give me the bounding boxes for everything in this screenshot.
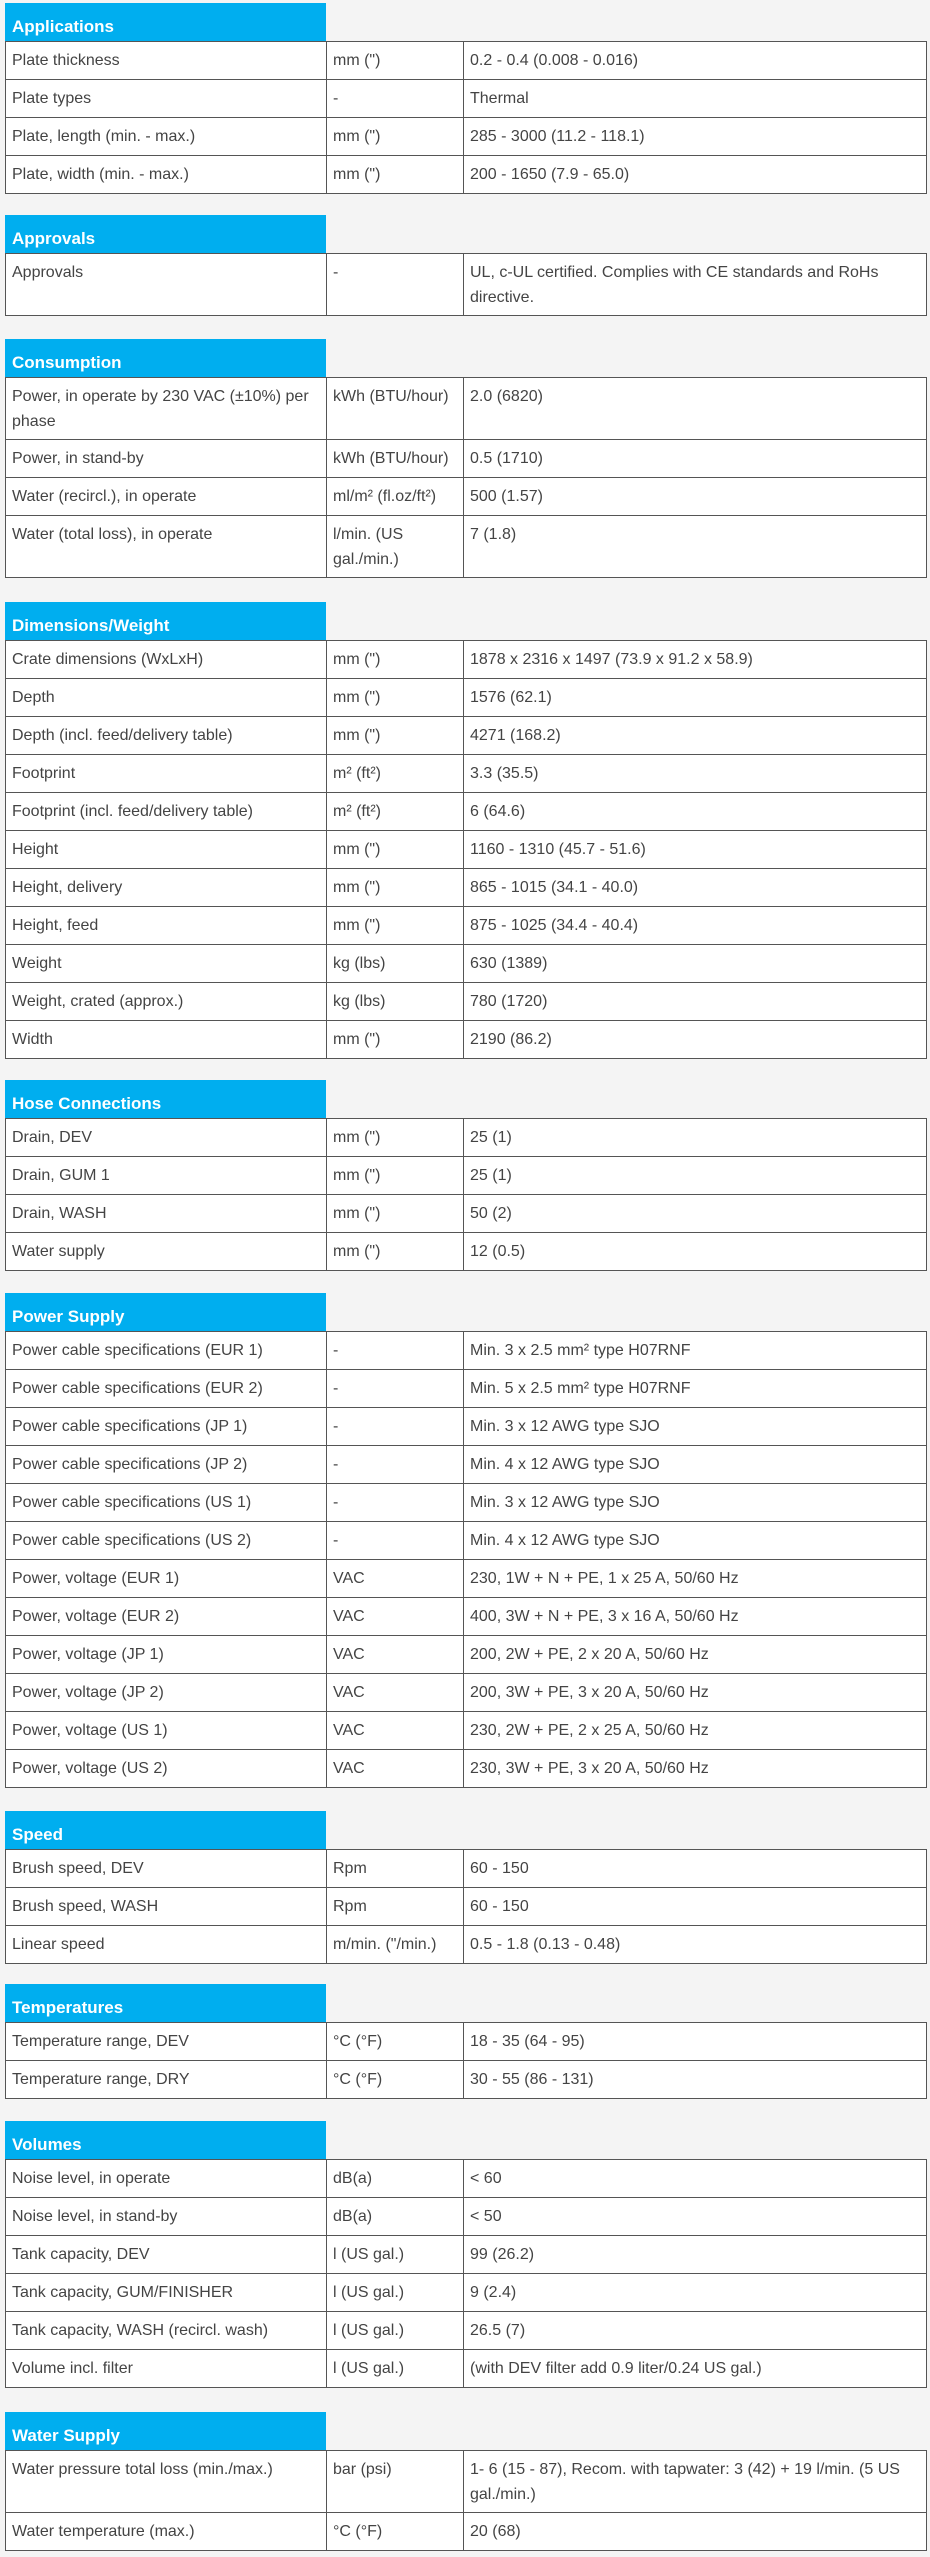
parameter-cell: Height, feed — [6, 907, 327, 945]
section-title: Water Supply — [5, 2412, 326, 2450]
spec-table — [5, 2022, 927, 2099]
table-row — [6, 1926, 927, 1964]
table-row — [6, 641, 927, 679]
table-row — [6, 1446, 927, 1484]
unit-cell: Rpm — [327, 1850, 464, 1888]
parameter-cell: Temperature range, DRY — [6, 2061, 327, 2099]
table-row — [6, 156, 927, 194]
unit-cell: mm (") — [327, 1157, 464, 1195]
unit-cell: mm (") — [327, 679, 464, 717]
unit-cell: - — [327, 1332, 464, 1370]
unit-cell: VAC — [327, 1750, 464, 1788]
unit-cell: mm (") — [327, 641, 464, 679]
parameter-cell: Water (recircl.), in operate — [6, 478, 327, 516]
value-cell: 1160 - 1310 (45.7 - 51.6) — [464, 831, 927, 869]
value-cell: 230, 3W + PE, 3 x 20 A, 50/60 Hz — [464, 1750, 927, 1788]
value-cell: 0.5 - 1.8 (0.13 - 0.48) — [464, 1926, 927, 1964]
parameter-cell: Footprint — [6, 755, 327, 793]
parameter-cell: Power cable specifications (JP 2) — [6, 1446, 327, 1484]
table-row — [6, 80, 927, 118]
parameter-cell: Footprint (incl. feed/delivery table) — [6, 793, 327, 831]
unit-cell: - — [327, 1408, 464, 1446]
table-row — [6, 1233, 927, 1271]
value-cell: 1- 6 (15 - 87), Recom. with tapwater: 3 (42) + 19 l/min. (5 US gal./min.) — [464, 2451, 927, 2513]
unit-cell: VAC — [327, 1712, 464, 1750]
spec-table — [5, 1849, 927, 1964]
value-cell: 1576 (62.1) — [464, 679, 927, 717]
value-cell: Min. 4 x 12 AWG type SJO — [464, 1522, 927, 1560]
section-water-supply — [5, 2412, 927, 2551]
unit-cell: l (US gal.) — [327, 2236, 464, 2274]
value-cell: Min. 5 x 2.5 mm² type H07RNF — [464, 1370, 927, 1408]
value-cell: 630 (1389) — [464, 945, 927, 983]
unit-cell: mm (") — [327, 1233, 464, 1271]
unit-cell: VAC — [327, 1674, 464, 1712]
parameter-cell: Depth — [6, 679, 327, 717]
parameter-cell: Drain, GUM 1 — [6, 1157, 327, 1195]
parameter-cell: Power, voltage (EUR 2) — [6, 1598, 327, 1636]
spec-table — [5, 1331, 927, 1788]
section-applications — [5, 3, 927, 194]
unit-cell: mm (") — [327, 1021, 464, 1059]
table-row — [6, 2160, 927, 2198]
value-cell: 20 (68) — [464, 2513, 927, 2551]
unit-cell: - — [327, 80, 464, 118]
table-row — [6, 1712, 927, 1750]
parameter-cell: Approvals — [6, 254, 327, 316]
table-row — [6, 2023, 927, 2061]
unit-cell: °C (°F) — [327, 2023, 464, 2061]
unit-cell: m² (ft²) — [327, 755, 464, 793]
parameter-cell: Weight — [6, 945, 327, 983]
value-cell: 865 - 1015 (34.1 - 40.0) — [464, 869, 927, 907]
unit-cell: mm (") — [327, 1195, 464, 1233]
value-cell: 99 (26.2) — [464, 2236, 927, 2274]
value-cell: 230, 1W + N + PE, 1 x 25 A, 50/60 Hz — [464, 1560, 927, 1598]
value-cell: 60 - 150 — [464, 1888, 927, 1926]
value-cell: Min. 3 x 12 AWG type SJO — [464, 1484, 927, 1522]
spec-table — [5, 41, 927, 194]
table-row — [6, 1332, 927, 1370]
section-title: Applications — [5, 3, 326, 41]
parameter-cell: Depth (incl. feed/delivery table) — [6, 717, 327, 755]
parameter-cell: Tank capacity, DEV — [6, 2236, 327, 2274]
value-cell: 30 - 55 (86 - 131) — [464, 2061, 927, 2099]
unit-cell: mm (") — [327, 1119, 464, 1157]
parameter-cell: Power, in operate by 230 VAC (±10%) per phase — [6, 378, 327, 440]
unit-cell: mm (") — [327, 869, 464, 907]
section-consumption — [5, 339, 927, 578]
value-cell: 285 - 3000 (11.2 - 118.1) — [464, 118, 927, 156]
value-cell: 875 - 1025 (34.4 - 40.4) — [464, 907, 927, 945]
value-cell: 780 (1720) — [464, 983, 927, 1021]
value-cell: 7 (1.8) — [464, 516, 927, 578]
parameter-cell: Water pressure total loss (min./max.) — [6, 2451, 327, 2513]
table-row — [6, 440, 927, 478]
table-row — [6, 1888, 927, 1926]
value-cell: 200, 3W + PE, 3 x 20 A, 50/60 Hz — [464, 1674, 927, 1712]
table-row — [6, 2061, 927, 2099]
section-temperatures — [5, 1984, 927, 2099]
parameter-cell: Plate types — [6, 80, 327, 118]
table-row — [6, 1484, 927, 1522]
value-cell: 230, 2W + PE, 2 x 25 A, 50/60 Hz — [464, 1712, 927, 1750]
parameter-cell: Crate dimensions (WxLxH) — [6, 641, 327, 679]
unit-cell: mm (") — [327, 118, 464, 156]
table-row — [6, 2274, 927, 2312]
parameter-cell: Water temperature (max.) — [6, 2513, 327, 2551]
table-row — [6, 1021, 927, 1059]
unit-cell: - — [327, 1522, 464, 1560]
unit-cell: mm (") — [327, 907, 464, 945]
unit-cell: l (US gal.) — [327, 2312, 464, 2350]
table-row — [6, 831, 927, 869]
table-row — [6, 1636, 927, 1674]
table-row — [6, 1674, 927, 1712]
section-title: Approvals — [5, 215, 326, 253]
value-cell: 0.5 (1710) — [464, 440, 927, 478]
parameter-cell: Power cable specifications (EUR 1) — [6, 1332, 327, 1370]
value-cell: 9 (2.4) — [464, 2274, 927, 2312]
section-speed — [5, 1811, 927, 1964]
spec-table — [5, 2450, 927, 2551]
table-row — [6, 2451, 927, 2513]
value-cell: 200, 2W + PE, 2 x 20 A, 50/60 Hz — [464, 1636, 927, 1674]
table-row — [6, 945, 927, 983]
parameter-cell: Height — [6, 831, 327, 869]
value-cell: 0.2 - 0.4 (0.008 - 0.016) — [464, 42, 927, 80]
section-approvals — [5, 215, 927, 316]
unit-cell: mm (") — [327, 156, 464, 194]
section-title: Volumes — [5, 2121, 326, 2159]
table-row — [6, 1195, 927, 1233]
parameter-cell: Brush speed, DEV — [6, 1850, 327, 1888]
parameter-cell: Power, voltage (EUR 1) — [6, 1560, 327, 1598]
unit-cell: - — [327, 254, 464, 316]
unit-cell: l (US gal.) — [327, 2274, 464, 2312]
parameter-cell: Tank capacity, GUM/FINISHER — [6, 2274, 327, 2312]
section-title: Power Supply — [5, 1293, 326, 1331]
unit-cell: m/min. ("/min.) — [327, 1926, 464, 1964]
value-cell: 6 (64.6) — [464, 793, 927, 831]
section-title: Consumption — [5, 339, 326, 377]
parameter-cell: Brush speed, WASH — [6, 1888, 327, 1926]
unit-cell: kWh (BTU/hour) — [327, 440, 464, 478]
table-row — [6, 679, 927, 717]
value-cell: 400, 3W + N + PE, 3 x 16 A, 50/60 Hz — [464, 1598, 927, 1636]
unit-cell: kg (lbs) — [327, 983, 464, 1021]
table-row — [6, 254, 927, 316]
table-row — [6, 1408, 927, 1446]
table-row — [6, 118, 927, 156]
value-cell: (with DEV filter add 0.9 liter/0.24 US gal.) — [464, 2350, 927, 2388]
table-row — [6, 1522, 927, 1560]
parameter-cell: Power cable specifications (US 2) — [6, 1522, 327, 1560]
value-cell: < 50 — [464, 2198, 927, 2236]
value-cell: 25 (1) — [464, 1119, 927, 1157]
spec-table — [5, 640, 927, 1059]
unit-cell: ml/m² (fl.oz/ft²) — [327, 478, 464, 516]
unit-cell: dB(a) — [327, 2160, 464, 2198]
unit-cell: - — [327, 1484, 464, 1522]
table-row — [6, 869, 927, 907]
table-row — [6, 378, 927, 440]
parameter-cell: Power cable specifications (EUR 2) — [6, 1370, 327, 1408]
table-row — [6, 1560, 927, 1598]
table-row — [6, 755, 927, 793]
parameter-cell: Noise level, in stand-by — [6, 2198, 327, 2236]
unit-cell: Rpm — [327, 1888, 464, 1926]
value-cell: 3.3 (35.5) — [464, 755, 927, 793]
unit-cell: mm (") — [327, 717, 464, 755]
section-power-supply — [5, 1293, 927, 1788]
parameter-cell: Power, voltage (US 2) — [6, 1750, 327, 1788]
value-cell: UL, c-UL certified. Complies with CE standards and RoHs directive. — [464, 254, 927, 316]
table-row — [6, 516, 927, 578]
section-title: Dimensions/Weight — [5, 602, 326, 640]
table-row — [6, 1370, 927, 1408]
unit-cell: kWh (BTU/hour) — [327, 378, 464, 440]
section-title: Temperatures — [5, 1984, 326, 2022]
spec-table — [5, 2159, 927, 2388]
parameter-cell: Power cable specifications (US 1) — [6, 1484, 327, 1522]
parameter-cell: Power, voltage (JP 2) — [6, 1674, 327, 1712]
table-row — [6, 907, 927, 945]
parameter-cell: Power, voltage (JP 1) — [6, 1636, 327, 1674]
table-row — [6, 2312, 927, 2350]
table-row — [6, 2350, 927, 2388]
parameter-cell: Drain, DEV — [6, 1119, 327, 1157]
parameter-cell: Drain, WASH — [6, 1195, 327, 1233]
unit-cell: kg (lbs) — [327, 945, 464, 983]
unit-cell: °C (°F) — [327, 2061, 464, 2099]
value-cell: 2190 (86.2) — [464, 1021, 927, 1059]
table-row — [6, 983, 927, 1021]
value-cell: 1878 x 2316 x 1497 (73.9 x 91.2 x 58.9) — [464, 641, 927, 679]
unit-cell: °C (°F) — [327, 2513, 464, 2551]
value-cell: 500 (1.57) — [464, 478, 927, 516]
table-row — [6, 793, 927, 831]
unit-cell: VAC — [327, 1560, 464, 1598]
spec-table — [5, 377, 927, 578]
section-dimensions-weight — [5, 602, 927, 1059]
unit-cell: VAC — [327, 1636, 464, 1674]
parameter-cell: Height, delivery — [6, 869, 327, 907]
value-cell: 50 (2) — [464, 1195, 927, 1233]
parameter-cell: Weight, crated (approx.) — [6, 983, 327, 1021]
table-row — [6, 2513, 927, 2551]
table-row — [6, 1157, 927, 1195]
section-title: Speed — [5, 1811, 326, 1849]
value-cell: 4271 (168.2) — [464, 717, 927, 755]
parameter-cell: Water supply — [6, 1233, 327, 1271]
spec-table — [5, 253, 927, 316]
unit-cell: - — [327, 1370, 464, 1408]
unit-cell: l (US gal.) — [327, 2350, 464, 2388]
value-cell: Min. 4 x 12 AWG type SJO — [464, 1446, 927, 1484]
parameter-cell: Temperature range, DEV — [6, 2023, 327, 2061]
parameter-cell: Linear speed — [6, 1926, 327, 1964]
unit-cell: bar (psi) — [327, 2451, 464, 2513]
unit-cell: VAC — [327, 1598, 464, 1636]
value-cell: < 60 — [464, 2160, 927, 2198]
parameter-cell: Power, in stand-by — [6, 440, 327, 478]
table-row — [6, 1750, 927, 1788]
parameter-cell: Plate thickness — [6, 42, 327, 80]
parameter-cell: Power, voltage (US 1) — [6, 1712, 327, 1750]
value-cell: 18 - 35 (64 - 95) — [464, 2023, 927, 2061]
table-row — [6, 478, 927, 516]
parameter-cell: Tank capacity, WASH (recircl. wash) — [6, 2312, 327, 2350]
value-cell: Min. 3 x 12 AWG type SJO — [464, 1408, 927, 1446]
table-row — [6, 1598, 927, 1636]
value-cell: 25 (1) — [464, 1157, 927, 1195]
section-volumes — [5, 2121, 927, 2388]
parameter-cell: Plate, width (min. - max.) — [6, 156, 327, 194]
parameter-cell: Volume incl. filter — [6, 2350, 327, 2388]
value-cell: 60 - 150 — [464, 1850, 927, 1888]
table-row — [6, 2236, 927, 2274]
table-row — [6, 2198, 927, 2236]
value-cell: 200 - 1650 (7.9 - 65.0) — [464, 156, 927, 194]
unit-cell: m² (ft²) — [327, 793, 464, 831]
table-row — [6, 1119, 927, 1157]
value-cell: 2.0 (6820) — [464, 378, 927, 440]
parameter-cell: Plate, length (min. - max.) — [6, 118, 327, 156]
unit-cell: mm (") — [327, 831, 464, 869]
unit-cell: - — [327, 1446, 464, 1484]
spec-table — [5, 1118, 927, 1271]
value-cell: Min. 3 x 2.5 mm² type H07RNF — [464, 1332, 927, 1370]
value-cell: 12 (0.5) — [464, 1233, 927, 1271]
table-row — [6, 42, 927, 80]
unit-cell: dB(a) — [327, 2198, 464, 2236]
section-hose-connections — [5, 1080, 927, 1271]
parameter-cell: Noise level, in operate — [6, 2160, 327, 2198]
table-row — [6, 1850, 927, 1888]
unit-cell: mm (") — [327, 42, 464, 80]
parameter-cell: Power cable specifications (JP 1) — [6, 1408, 327, 1446]
table-row — [6, 717, 927, 755]
value-cell: 26.5 (7) — [464, 2312, 927, 2350]
section-title: Hose Connections — [5, 1080, 326, 1118]
parameter-cell: Water (total loss), in operate — [6, 516, 327, 578]
value-cell: Thermal — [464, 80, 927, 118]
unit-cell: l/min. (US gal./min.) — [327, 516, 464, 578]
parameter-cell: Width — [6, 1021, 327, 1059]
